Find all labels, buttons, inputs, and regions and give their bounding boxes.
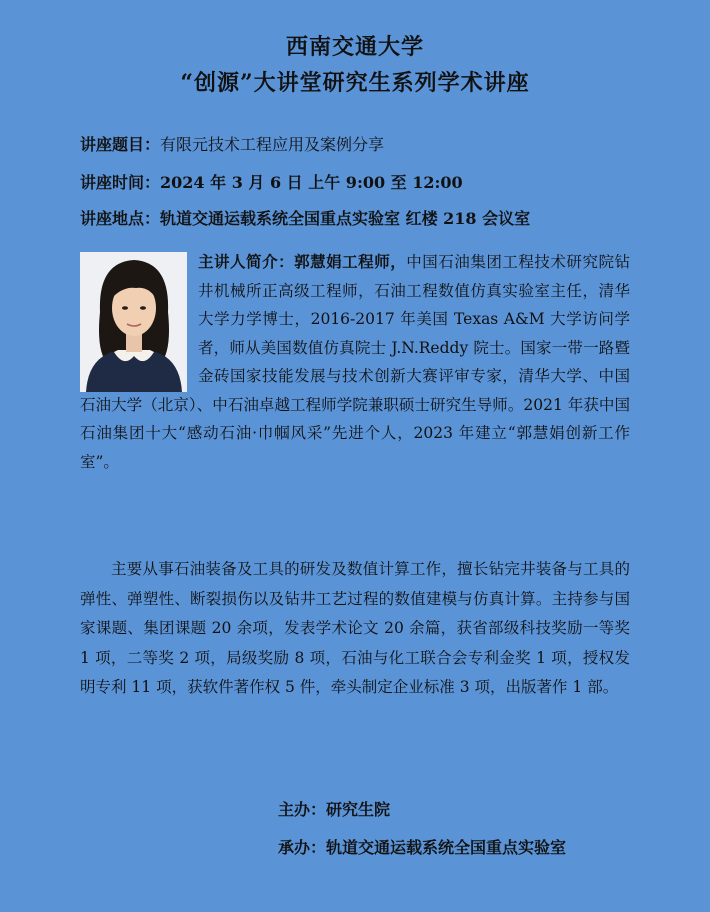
undertaker-value: 轨道交通运载系统全国重点实验室 <box>326 838 567 857</box>
speaker-intro-text: 中国石油集团工程技术研究院钻井机械所正高级工程师，石油工程数值仿真实验室主任，清华大学力学博士，2016-2017 年美国 Texas A&M 大学访问学者，师从美国数值仿真院士 J.N.Reddy 院士。国家一带一路暨金砖国家技能发展与技术创新大赛评审专家，清华大学、中国石油大学（北京）、中石油卓越工程师学院兼职硕士研究生导师。2021 年获中国石油集团十大“感动石油·巾帼风采”先进个人，2023 年建立“郭慧娟创新工作室”。 <box>80 253 630 471</box>
speaker-research: 主要从事石油装备及工具的研发及数值计算工作，擅长钻完井装备与工具的弹性、弹塑性、断裂损伤以及钻井工艺过程的数值建模与仿真计算。主持参与国家课题、集团课题 20 余项，发表学术论文 20 余篇，获省部级科技奖励一等奖 1 项，二等奖 2 项，局级奖励 8 项，石油与化工联合会专利金奖 1 项，授权发明专利 11 项，获软件著作权 5 件，牵头制定企业标准 3 项，出版著作 1 部。 <box>80 560 630 696</box>
lecture-time-row <box>80 170 463 193</box>
topic-label: 讲座题目： <box>80 135 161 154</box>
place-label: 讲座地点： <box>80 209 161 228</box>
series-title: “创源”大讲堂研究生系列学术讲座 <box>180 70 530 96</box>
undertaker-label: 承办： <box>278 838 327 857</box>
photo-spacer <box>80 248 198 390</box>
lecture-topic-row <box>80 132 384 155</box>
host-value: 研究生院 <box>326 800 391 819</box>
time-label: 讲座时间： <box>80 173 161 192</box>
speaker-intro <box>80 248 630 476</box>
university-title: 西南交通大学 <box>285 34 424 60</box>
time-value: 2024 年 3 月 6 日 上午 9:00 至 12:00 <box>160 173 463 192</box>
topic-value: 有限元技术工程应用及案例分享 <box>160 135 385 154</box>
speaker-intro-lead: 主讲人简介：郭慧娟工程师， <box>198 252 407 271</box>
place-value: 轨道交通运载系统全国重点实验室 红楼 218 会议室 <box>160 209 531 228</box>
host-label: 主办： <box>278 800 327 819</box>
host-row <box>278 797 390 820</box>
lecture-place-row <box>80 206 530 229</box>
undertaker-row <box>278 835 566 858</box>
